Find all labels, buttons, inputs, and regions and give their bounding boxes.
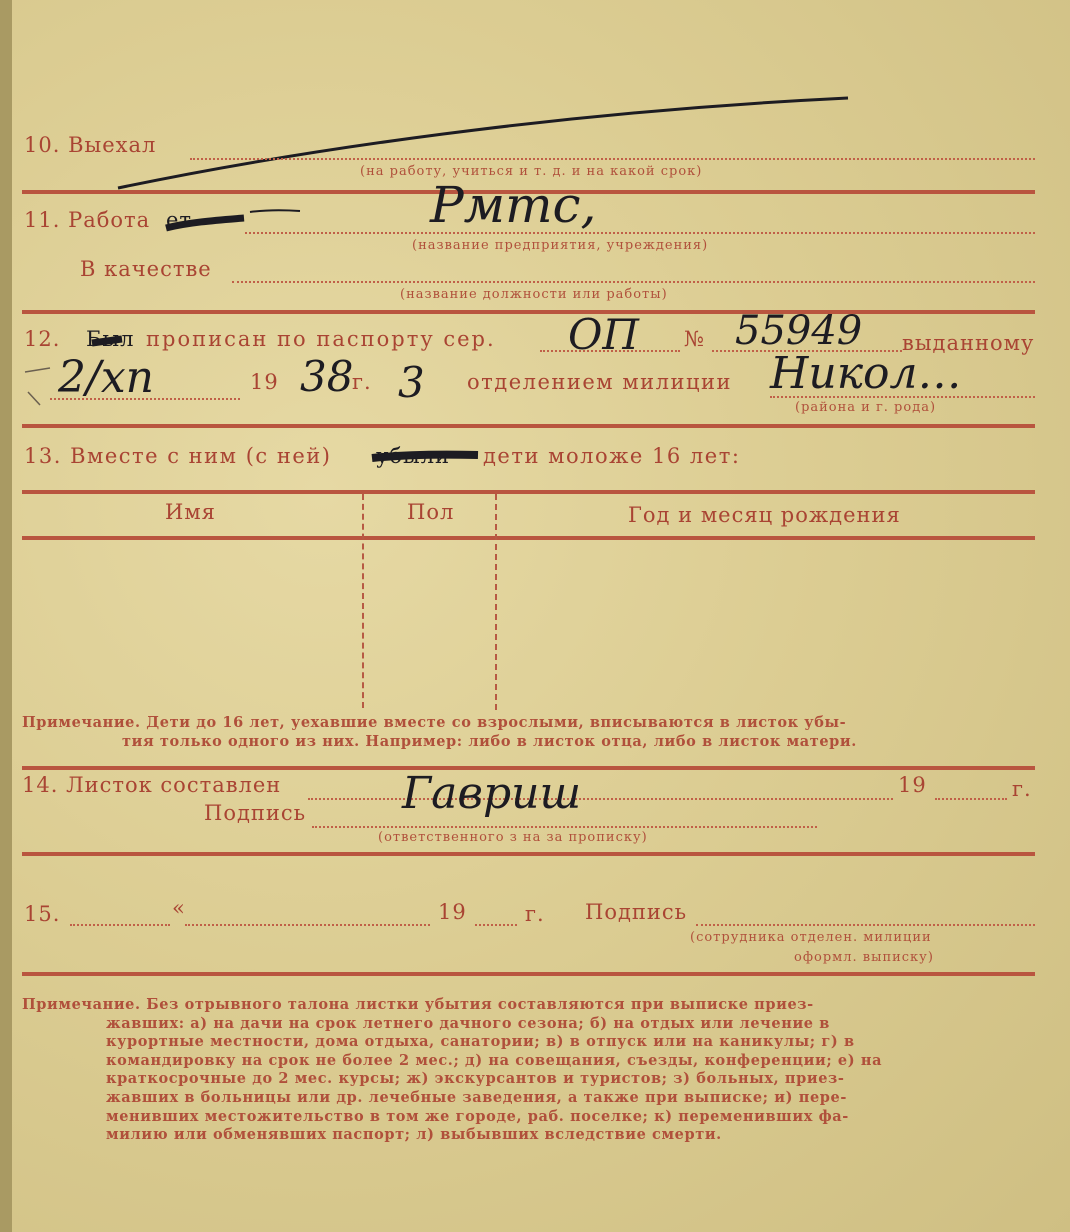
item12-label-a: прописан по паспорту сер. bbox=[146, 327, 496, 351]
item15-day-line bbox=[70, 924, 170, 926]
item10-hint: (на работу, учиться и т. д. и на какой срок) bbox=[360, 164, 703, 179]
item12-number: 12. bbox=[24, 327, 61, 351]
item14-signature-hint: (ответственного з на за прописку) bbox=[378, 830, 648, 845]
item13-note bbox=[22, 714, 1037, 751]
item14-signature-label: Подпись bbox=[204, 801, 307, 825]
handwritten-district: Никол… bbox=[770, 348, 962, 399]
item11-label: 11. Работа bbox=[24, 208, 151, 232]
item15-signature-line bbox=[696, 924, 1035, 926]
item14-date-line bbox=[308, 798, 893, 800]
item15-signature-label: Подпись bbox=[585, 900, 688, 924]
table-top-rule bbox=[22, 490, 1035, 494]
table-column-divider bbox=[495, 494, 497, 710]
signature-line bbox=[312, 826, 817, 828]
handwritten-workplace: Рмтс, bbox=[430, 176, 597, 234]
item12-label-b: выданному bbox=[902, 331, 1035, 355]
item11-position-line bbox=[232, 281, 1035, 283]
item11-line bbox=[245, 232, 1035, 234]
table-header-rule bbox=[22, 536, 1035, 540]
item15-hint-a: (сотрудника отделен. милиции bbox=[690, 930, 932, 945]
item11-position-hint: (название должности или работы) bbox=[400, 287, 668, 302]
item14-year-suffix: г. bbox=[1012, 777, 1032, 801]
item13-label-a: 13. Вместе с ним (с ней) bbox=[24, 444, 332, 468]
item13-label-b: дети моложе 16 лет: bbox=[483, 444, 741, 468]
item11-struck-text: ет bbox=[166, 208, 193, 232]
table-header-sex: Пол bbox=[407, 500, 455, 524]
item14-label: 14. Листок составлен bbox=[22, 773, 282, 797]
item15-year-prefix: 19 bbox=[438, 900, 467, 924]
note-line: менивших местожительство в том же городе, раб. поселке; к) переменивших фа- bbox=[106, 1107, 849, 1125]
item14-year-line bbox=[935, 798, 1007, 800]
item15-year-suffix: г. bbox=[525, 902, 545, 926]
table-header-birth: Год и месяц рождения bbox=[628, 503, 901, 527]
table-header-name: Имя bbox=[165, 500, 216, 524]
item11-position-label: В качестве bbox=[80, 257, 212, 281]
note-line: краткосрочные до 2 мес. курсы; ж) экскурсантов и туристов; з) больных, приез- bbox=[106, 1070, 845, 1088]
note-line: жавших в больницы или др. лечебные заведения, а также при выписке; и) пере- bbox=[106, 1088, 847, 1106]
separator-rule bbox=[22, 310, 1035, 314]
series-line bbox=[540, 350, 680, 352]
item15-number: 15. bbox=[24, 902, 61, 926]
handwritten-series: ОП bbox=[568, 310, 640, 359]
item15-month-line bbox=[185, 924, 430, 926]
item15-hint-b: оформл. выписку) bbox=[794, 950, 934, 965]
note-line: Примечание. Без отрывного талона листки убытия составляются при выписке приез- bbox=[22, 996, 814, 1013]
note-line: милию или обменявших паспорт; л) выбывших вследствие смерти. bbox=[106, 1126, 722, 1144]
item12-year-prefix: 19 bbox=[250, 370, 279, 394]
handwritten-issue-date: 2/хп bbox=[58, 352, 154, 403]
handwritten-signature: Гавриш bbox=[402, 768, 582, 819]
note-line: Примечание. Дети до 16 лет, уехавшие вместе со взрослыми, вписываются в листок убы- bbox=[22, 714, 847, 731]
note-line: тия только одного из них. Например: либо в листок отца, либо в листок матери. bbox=[122, 732, 857, 750]
item11-hint: (название предприятия, учреждения) bbox=[412, 238, 709, 253]
note-line: курортные местности, дома отдыха, санатории; в) в отпуск или на каникулы; г) в bbox=[106, 1033, 855, 1051]
note-line: жавших: а) на дачи на срок летнего дачного сезона; б) на отдых или лечение в bbox=[106, 1014, 830, 1032]
item15-year-line bbox=[475, 924, 517, 926]
separator-rule bbox=[22, 972, 1035, 976]
district-line bbox=[770, 396, 1035, 398]
handwritten-passport-number: 55949 bbox=[735, 308, 863, 354]
footer-note bbox=[22, 996, 1037, 1145]
item10-line bbox=[190, 158, 1035, 160]
separator-rule bbox=[22, 424, 1035, 428]
separator-rule bbox=[22, 852, 1035, 856]
item12-label-c: отделением милиции bbox=[467, 370, 732, 394]
handwritten-department-number: 3 bbox=[398, 358, 425, 407]
item15-quote: « bbox=[172, 896, 186, 920]
item12-struck-text: Был bbox=[86, 327, 135, 351]
date-line bbox=[50, 398, 240, 400]
note-line: командировку на срок не более 2 мес.; д) на совещания, съезды, конференции; е) на bbox=[106, 1051, 883, 1069]
table-column-divider bbox=[362, 494, 364, 708]
item12-number-sign: № bbox=[684, 327, 705, 351]
item12-district-hint: (района и г. рода) bbox=[795, 400, 937, 415]
handwritten-year: 38 bbox=[300, 352, 354, 401]
item14-year-prefix: 19 bbox=[898, 773, 927, 797]
item10-label: 10. Выехал bbox=[24, 133, 157, 157]
item12-year-suffix: г. bbox=[352, 370, 372, 394]
item13-struck-text: убыли bbox=[376, 444, 451, 468]
